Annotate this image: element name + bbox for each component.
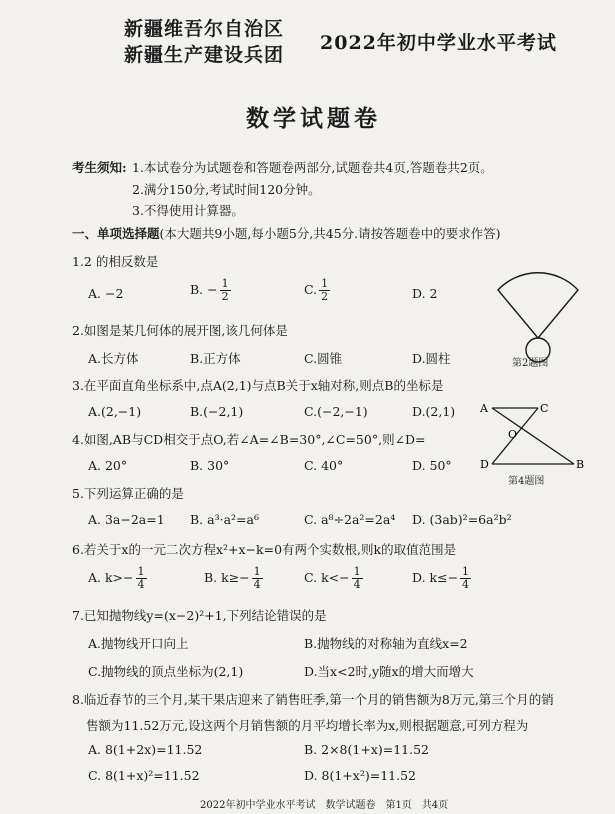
q2-stem: 2.如图是某几何体的展开图,该几何体是 bbox=[72, 323, 288, 338]
q1-option-b-fraction bbox=[220, 278, 231, 303]
q2-sector-shape bbox=[498, 273, 578, 338]
q1-c-denominator: 2 bbox=[321, 290, 329, 303]
q5-option-a: A. 3a−2a=1 bbox=[88, 512, 165, 527]
q3-option-a: A.(2,−1) bbox=[88, 404, 142, 419]
section-title: 一、单项选择题 bbox=[72, 226, 160, 241]
q4-label-a: A bbox=[480, 402, 488, 415]
q4-option-d: D. 50° bbox=[412, 458, 452, 473]
q1-stem: 1.2 的相反数是 bbox=[72, 254, 159, 269]
q3-stem: 3.在平面直角坐标系中,点A(2,1)与点B关于x轴对称,则点B的坐标是 bbox=[72, 378, 444, 393]
q3-option-d: D.(2,1) bbox=[412, 404, 456, 419]
q1-option-c-prefix: C. bbox=[304, 282, 318, 297]
q6-c-fraction bbox=[352, 566, 363, 591]
q6-b-den: 4 bbox=[253, 578, 261, 591]
region-line-2: 新疆生产建设兵团 bbox=[124, 44, 285, 66]
q3-option-b: B.(−2,1) bbox=[190, 404, 244, 419]
q1-option-b bbox=[190, 278, 231, 303]
q6-b-fraction bbox=[252, 566, 263, 591]
q8-option-c: C. 8(1+x)²=11.52 bbox=[88, 768, 200, 783]
q6-b-prefix: B. k≥− bbox=[204, 570, 250, 585]
q7-option-a: A.抛物线开口向上 bbox=[88, 636, 189, 651]
q1-option-c-fraction bbox=[319, 278, 330, 303]
q8-option-d: D. 8(1+x²)=11.52 bbox=[304, 768, 416, 783]
q6-a-num: 1 bbox=[137, 565, 145, 578]
q5-option-d: D. (3ab)²=6a²b² bbox=[412, 512, 512, 527]
q4-label-o: O bbox=[508, 428, 518, 441]
q6-a-den: 4 bbox=[137, 578, 145, 591]
q2-option-b: B.正方体 bbox=[190, 351, 241, 366]
q4-label-c: C bbox=[540, 402, 549, 415]
exam-title: 2022年初中学业水平考试 bbox=[320, 32, 557, 54]
q1-c-numerator: 1 bbox=[321, 277, 329, 290]
q8-stem-line-2: 售额为11.52万元,设这两个月销售额的月平均增长率为x,则根据题意,可列方程为 bbox=[86, 718, 529, 733]
q4-option-a: A. 20° bbox=[88, 458, 128, 473]
q2-option-c: C.圆锥 bbox=[304, 351, 343, 366]
q4-option-c: C. 40° bbox=[304, 458, 344, 473]
q6-d-fraction bbox=[460, 566, 471, 591]
notice-item-2: 2.满分150分,考试时间120分钟。 bbox=[132, 182, 321, 197]
q5-option-b: B. a³·a²=a⁶ bbox=[190, 512, 259, 527]
q1-b-denominator: 2 bbox=[221, 290, 229, 303]
region-line-1: 新疆维吾尔自治区 bbox=[124, 18, 285, 40]
q2-option-a: A.长方体 bbox=[88, 351, 139, 366]
q2-option-d: D.圆柱 bbox=[412, 351, 451, 366]
notice-item-1: 1.本试卷分为试题卷和答题卷两部分,试题卷共4页,答题卷共2页。 bbox=[132, 160, 493, 175]
q4-option-b: B. 30° bbox=[190, 458, 230, 473]
q4-label-b: B bbox=[576, 458, 585, 471]
q6-d-den: 4 bbox=[462, 578, 470, 591]
q4-stem: 4.如图,AB与CD相交于点O,若∠A=∠B=30°,∠C=50°,则∠D= bbox=[72, 432, 426, 447]
q5-option-c: C. a⁸÷2a²=2a⁴ bbox=[304, 512, 396, 527]
q5-stem: 5.下列运算正确的是 bbox=[72, 486, 184, 501]
q1-option-d: D. 2 bbox=[412, 286, 438, 301]
q6-option-a bbox=[88, 566, 147, 591]
q4-segment-ab bbox=[492, 408, 574, 464]
q6-option-c bbox=[304, 566, 363, 591]
q1-option-b-prefix: B. − bbox=[190, 282, 218, 297]
q1-b-numerator: 1 bbox=[221, 277, 229, 290]
q4-label-d: D bbox=[480, 458, 489, 471]
section-heading bbox=[72, 224, 501, 242]
q6-d-prefix: D. k≤− bbox=[412, 570, 459, 585]
q8-option-b: B. 2×8(1+x)=11.52 bbox=[304, 742, 429, 757]
q6-option-d bbox=[412, 566, 471, 591]
q6-a-prefix: A. k>− bbox=[88, 570, 134, 585]
q6-option-b bbox=[204, 566, 263, 591]
notice-label: 考生须知: bbox=[72, 160, 127, 175]
section-instruction: (本大题共9小题,每小题5分,共45分.请按答题卷中的要求作答) bbox=[159, 226, 501, 241]
notice-item-3: 3.不得使用计算器。 bbox=[132, 203, 244, 218]
q6-d-num: 1 bbox=[462, 565, 470, 578]
q8-option-a: A. 8(1+2x)=11.52 bbox=[88, 742, 203, 757]
q1-option-a: A. −2 bbox=[88, 286, 124, 301]
q8-stem-line-1: 8.临近春节的三个月,某干果店迎来了销售旺季,第一个月的销售额为8万元,第三个月的销 bbox=[72, 692, 554, 707]
q6-b-num: 1 bbox=[253, 565, 261, 578]
q6-a-fraction bbox=[136, 566, 147, 591]
paper-title: 数学试题卷 bbox=[246, 105, 381, 132]
q2-figure-caption: 第2题图 bbox=[512, 358, 549, 369]
page-footer: 2022年初中学业水平考试 数学试题卷 第1页 共4页 bbox=[200, 800, 449, 811]
q4-geometry-figure bbox=[478, 398, 590, 472]
q1-option-c bbox=[304, 278, 330, 303]
q7-stem: 7.已知抛物线y=(x−2)²+1,下列结论错误的是 bbox=[72, 608, 327, 623]
q6-c-den: 4 bbox=[353, 578, 361, 591]
q6-stem: 6.若关于x的一元二次方程x²+x−k=0有两个实数根,则k的取值范围是 bbox=[72, 542, 457, 557]
q7-option-d: D.当x<2时,y随x的增大而增大 bbox=[304, 664, 474, 679]
q4-figure-caption: 第4题图 bbox=[508, 476, 545, 487]
q7-option-b: B.抛物线的对称轴为直线x=2 bbox=[304, 636, 468, 651]
q7-option-c: C.抛物线的顶点坐标为(2,1) bbox=[88, 664, 244, 679]
q6-c-num: 1 bbox=[353, 565, 361, 578]
q6-c-prefix: C. k<− bbox=[304, 570, 350, 585]
q3-option-c: C.(−2,−1) bbox=[304, 404, 368, 419]
